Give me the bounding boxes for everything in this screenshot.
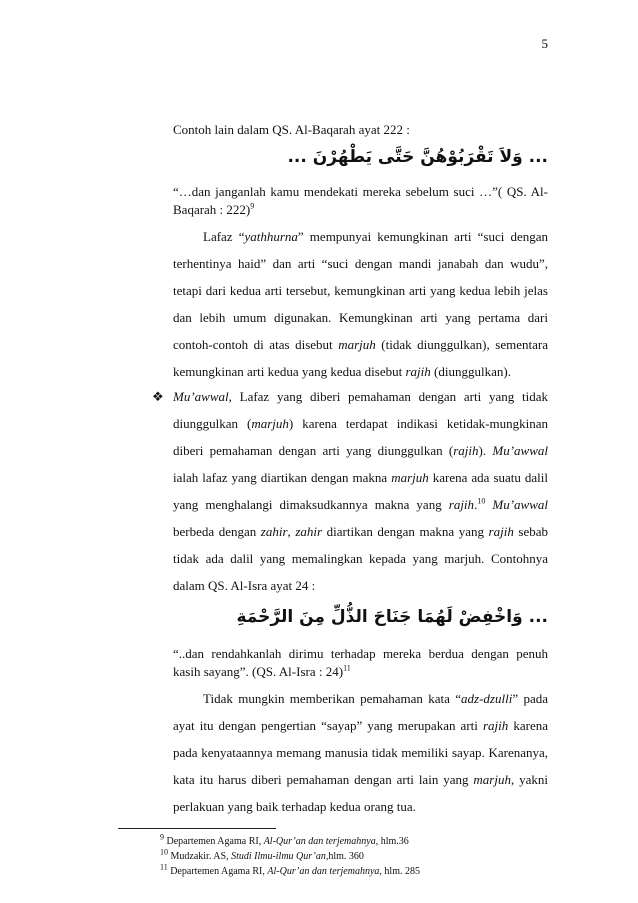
bullet-icon: ❖	[152, 389, 164, 404]
footnote-ref-10[interactable]: 10	[477, 496, 486, 506]
footnote-separator	[118, 828, 276, 829]
translation-2-line-1: “..dan rendahkanlah dirimu terhadap mereka berdua dengan penuh	[173, 646, 548, 661]
p1-line-1: Lafaz “yathhurna” mempunyai kemungkinan arti “suci dengan	[203, 229, 548, 244]
intro-text: Contoh lain dalam QS. Al-Baqarah ayat 222 :	[173, 122, 410, 137]
translation-1-line-2: Baqarah : 222)$^9$	[173, 201, 255, 217]
p2-line-5: yang menghalangi dimaksudkannya makna yang rajih.$^{10}$ Mu’awwal	[173, 496, 549, 512]
p2-line-7: tidak ada dalil yang memalingkan kepada yang marjuh. Contohnya	[173, 551, 548, 566]
p3-line-5: perlakuan yang baik terhadap kedua orang tua.	[173, 799, 416, 814]
p2-line-8: dalam QS. Al-Isra ayat 24 :	[173, 578, 316, 593]
footnote-ref-11[interactable]: 11	[343, 663, 351, 673]
footnote-11: $^{11}$ Departemen Agama RI, Al-Qur’an dan terjemahnya, hlm. 285	[160, 862, 420, 877]
page-number: 5	[541, 36, 548, 51]
footnote-10: $^{10}$ Mudzakir. AS, Studi Ilmu-ilmu Qur’an,hlm. 360	[160, 847, 364, 862]
p2-line-2: diunggulkan (marjuh) karena terdapat indikasi ketidak-mungkinan	[173, 416, 548, 431]
translation-2-line-2: kasih sayang”. (QS. Al-Isra : 24)$^{11}$	[173, 663, 351, 679]
p1-line-4: dan lebih umum digunakan. Kemungkinan arti yang pertama dari	[173, 310, 548, 325]
p2-line-4: ialah lafaz yang diartikan dengan makna marjuh karena ada suatu dalil	[173, 470, 548, 485]
p3-line-4: kata itu harus diberi pemahaman dengan arti lain yang marjuh, yakni	[173, 772, 548, 787]
footnote-9: $^9$ Departemen Agama RI, Al-Qur’an dan terjemahnya, hlm.36	[160, 832, 409, 847]
p3-line-2: ayat itu dengan pengertian “sayap” yang merupakan arti rajih karena	[173, 718, 549, 733]
p1-line-5: contoh-contoh di atas disebut marjuh (tidak diunggulkan), sementara	[173, 337, 548, 352]
p1-line-3: tetapi dari kedua arti tersebut, kemungkinan arti yang kedua lebih jelas	[173, 283, 548, 298]
p2-line-6: berbeda dengan zahir, zahir diartikan dengan makna yang rajih sebab	[173, 524, 548, 539]
p2-line-1: Mu’awwal, Lafaz yang diberi pemahaman dengan arti yang tidak	[173, 389, 548, 404]
arabic-verse-1: ... وَلاَ تَقْرَبُوْهُنَّ حَتَّى يَطْهُرْنَ ...	[287, 147, 548, 167]
p1-line-2: terhentinya haid” dan arti “suci dengan mandi janabah dan wudu”,	[173, 256, 548, 271]
arabic-verse-2: ... وَاخْفِضْ لَهُمَا جَنَاحَ الذُّلِّ مِنَ الرَّحْمَةِ	[236, 607, 548, 627]
footnote-ref-9[interactable]: 9	[250, 201, 255, 211]
p1-line-6: kemungkinan arti kedua yang kedua disebut rajih (diunggulkan).	[173, 364, 511, 379]
p3-line-1: Tidak mungkin memberikan pemahaman kata “adz-dzulli” pada	[203, 691, 549, 706]
translation-1-line-1: “…dan janganlah kamu mendekati mereka sebelum suci …”( QS. Al-	[173, 184, 548, 199]
p3-line-3: pada kenyataannya memang manusia tidak memiliki sayap. Karenanya,	[173, 745, 548, 760]
p2-line-3: diberi pemahaman dengan arti yang diunggulkan (rajih). Mu’awwal	[173, 443, 548, 458]
